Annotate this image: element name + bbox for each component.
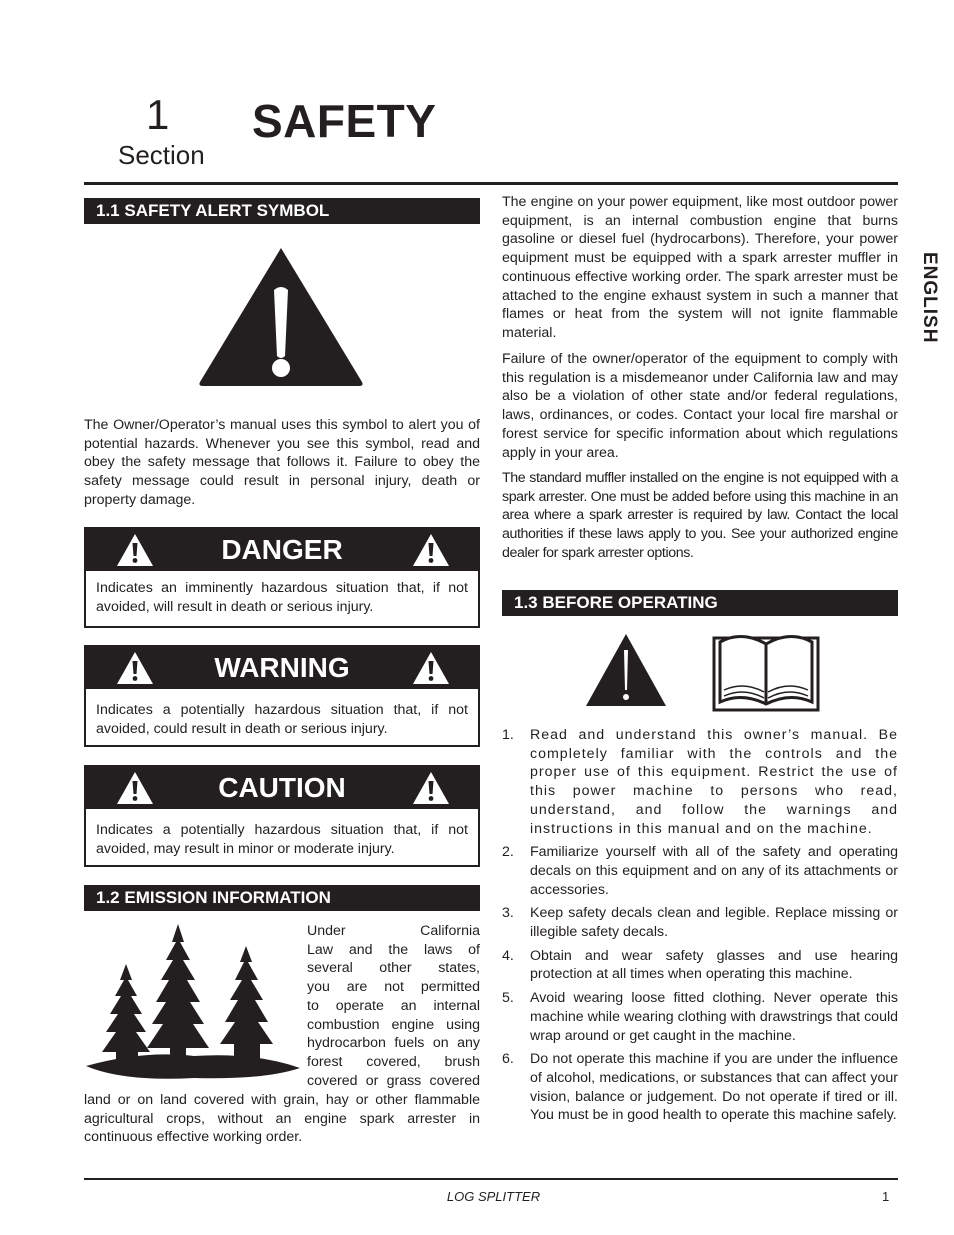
warning-triangle-icon xyxy=(412,771,450,805)
forest-trees-icon xyxy=(84,922,302,1084)
warning-header xyxy=(86,647,478,689)
list-item xyxy=(502,1050,898,1125)
list-item-number: 6. xyxy=(502,1051,514,1068)
list-item-text: Obtain and wear safety glasses and use hearing protection at all times when operating this machine. xyxy=(530,947,898,983)
section-title: SAFETY xyxy=(252,95,437,147)
footer-rule xyxy=(84,1178,898,1180)
list-item-number: 5. xyxy=(502,990,514,1007)
caution-text: Indicates a potentially hazardous situation that, if not avoided, may result in minor or moderate injury. xyxy=(96,822,468,857)
list-item-text: Keep safety decals clean and legible. Replace missing or illegible safety decals. xyxy=(530,905,898,941)
danger-label: DANGER xyxy=(221,534,343,565)
warning-triangle-icon xyxy=(412,651,450,685)
emission-line: hydrocarbon fuels on any xyxy=(307,1035,480,1052)
emission-line: Law and the laws of xyxy=(307,941,480,958)
heading-before-operating: 1.3 BEFORE OPERATING xyxy=(502,590,898,616)
safety-alert-symbol-icon xyxy=(196,244,366,389)
list-item xyxy=(502,947,898,984)
list-item-number: 3. xyxy=(502,905,514,922)
danger-header xyxy=(86,529,478,571)
heading-safety-alert-symbol: 1.1 SAFETY ALERT SYMBOL xyxy=(84,198,480,224)
emission-line: several other states, xyxy=(307,960,480,977)
list-item-text: Do not operate this machine if you are under the influence of alcohol, medications, or substances that can affect your vision, balance or judgement. Do not operate if tired or ill. You must be in good health to operate this machine safely. xyxy=(530,1051,898,1124)
list-item-number: 2. xyxy=(502,844,514,861)
page-number: 1 xyxy=(882,1189,890,1204)
warning-text: Indicates a potentially hazardous situation that, if not avoided, could result in death or serious injury. xyxy=(96,702,468,737)
emission-line: forest covered, brush xyxy=(307,1053,480,1070)
heading-emission-information: 1.2 EMISSION INFORMATION xyxy=(84,885,480,911)
list-item-text: Read and understand this owner’s manual. Be completely familiar with the controls and the proper use of this equipment. Restrict the use of this power machine to persons who read, understand, and follow the warnings and instructions in this manual and on the machine. xyxy=(530,727,898,837)
list-item-number: 1. xyxy=(502,727,514,743)
emission-line: combustion engine using xyxy=(307,1016,480,1033)
safety-alert-symbol-icon xyxy=(584,632,668,708)
caution-label: CAUTION xyxy=(218,772,346,803)
warning-triangle-icon xyxy=(412,533,450,567)
language-tab: ENGLISH xyxy=(919,252,940,344)
list-item-number: 4. xyxy=(502,947,514,964)
emission-line: you are not permitted xyxy=(307,979,480,996)
section-number: 1 xyxy=(146,91,170,138)
before-operating-list xyxy=(502,726,898,1130)
danger-box xyxy=(84,527,480,628)
safety-alert-description: The Owner/Operator’s manual uses this symbol to alert you of potential hazards. Whenever you see this symbol, read and obey the safety message that follows it. Failure to obey the safety message could result in personal injury, death or property damage. xyxy=(84,417,480,508)
header-rule xyxy=(84,182,898,185)
spark-arrester-paragraph-2: Failure of the owner/operator of the equipment to comply with this regulation is a misdemeanor under California law and may also be a violation of other state and/or federal regulations, laws, ordinances, or codes. Contact your local fire marshal or forest service for specific information about which regulations apply in your area. xyxy=(502,351,898,461)
list-item-text: Avoid wearing loose fitted clothing. Never operate this machine while wearing clothing with drawstrings that could wrap around or get caught in the machine. xyxy=(530,990,898,1044)
emission-body: land or on land covered with grain, hay or other flammable agricultural crops, without an engine spark arrester in continuous effective working order. xyxy=(84,1092,480,1146)
caution-box xyxy=(84,765,480,867)
warning-label: WARNING xyxy=(214,652,350,683)
spark-arrester-paragraph-1: The engine on your power equipment, like most outdoor power equipment, is an internal combustion engine that burns gasoline or diesel fuel (hydrocarbons). Therefore, your power equipment must be equipped with a spark arrester muffler in continuous effective working order. The spark arrester must be attached to the engine exhaust system in such a manner that flames or heat from the system will not ignite flammable material. xyxy=(502,194,898,341)
danger-text: Indicates an imminently hazardous situation that, if not avoided, will result in death or serious injury. xyxy=(96,580,468,615)
warning-box xyxy=(84,645,480,747)
footer-title: LOG SPLITTER xyxy=(446,1189,541,1204)
list-item xyxy=(502,726,898,838)
emission-line: covered or grass covered xyxy=(307,1072,480,1089)
list-item xyxy=(502,843,898,899)
section-label: Section xyxy=(118,140,205,170)
list-item-text: Familiarize yourself with all of the safety and operating decals on this equipment and on any of its attachments or accessories. xyxy=(530,844,898,898)
owners-manual-book-icon xyxy=(712,630,820,712)
emission-line: Under California xyxy=(307,923,480,939)
caution-header xyxy=(86,767,478,809)
emission-wrapped-text xyxy=(307,922,480,1090)
list-item xyxy=(502,989,898,1045)
spark-arrester-paragraph-3: The standard muffler installed on the engine is not equipped with a spark arrester. One must be added before using this machine in an area where a spark arrester is required by law. Contact the local authorities if these laws apply to you. See your authorized engine dealer for spark arrester options. xyxy=(502,470,898,561)
list-item xyxy=(502,904,898,941)
emission-line: to operate an internal xyxy=(307,997,480,1014)
